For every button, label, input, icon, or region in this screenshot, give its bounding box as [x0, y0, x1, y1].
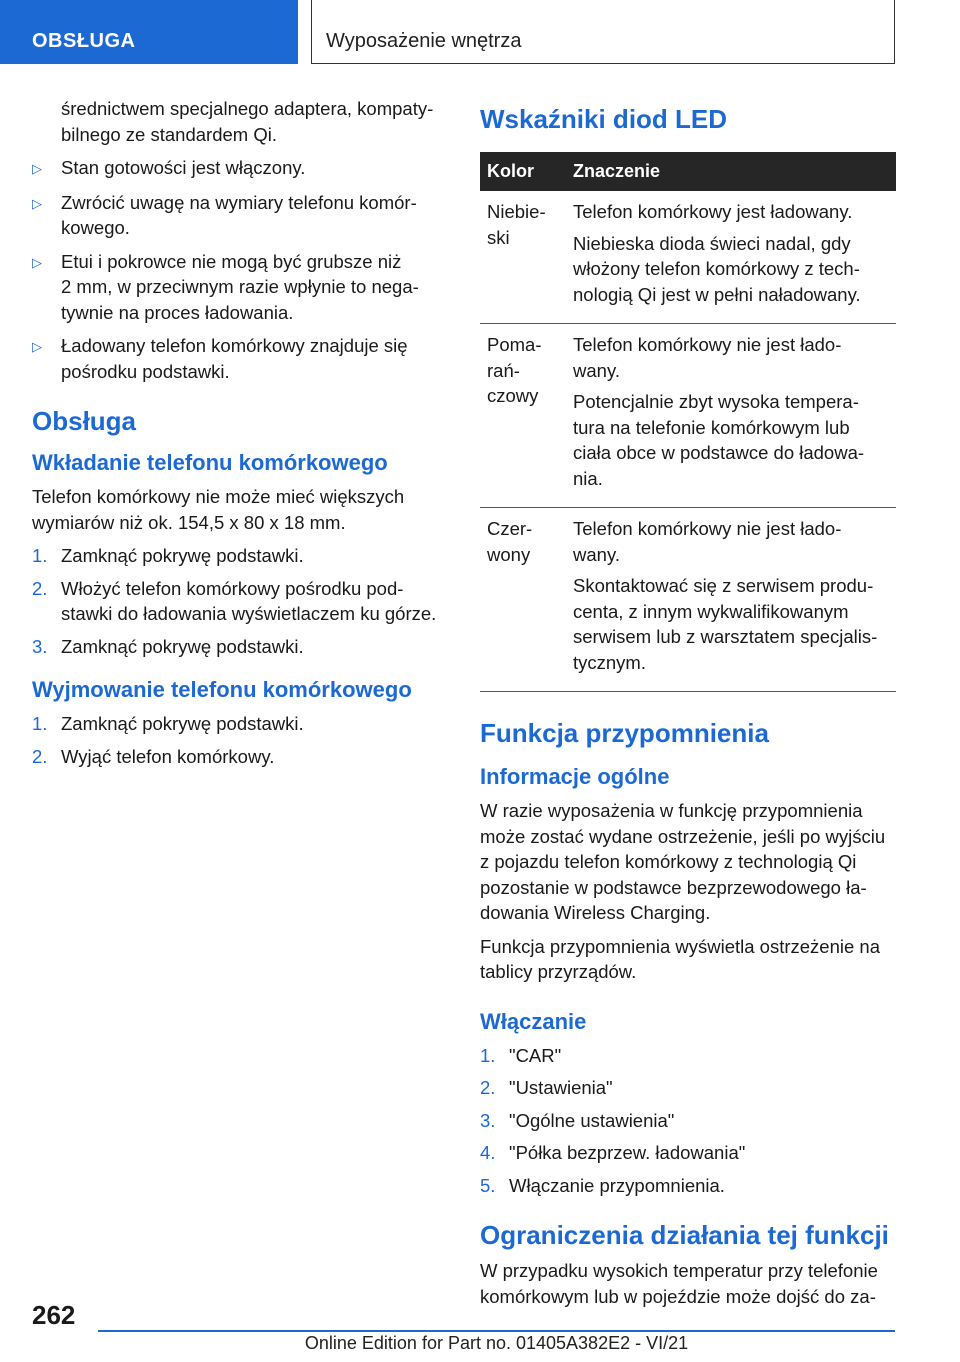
- column-header-kolor: Kolor: [480, 152, 566, 191]
- heading-led: Wskaźniki diod LED: [480, 104, 728, 134]
- led-table: [480, 152, 896, 692]
- text-line: Zwrócić uwagę na wymiary telefonu komór-: [61, 191, 417, 213]
- text-line: Wyjąć telefon komórkowy.: [61, 745, 275, 767]
- text-line: wymiarów niż ok. 154,5 x 80 x 18 mm.: [32, 511, 346, 533]
- cell-meaning: Telefon komórkowy nie jest łado- wany. Skontaktować się z serwisem produ- centa, z innym wykwalifikowanym serwisem lub z warsztatem specjalis- tycznym.: [566, 508, 896, 692]
- page-number: 262: [32, 1300, 76, 1330]
- step-number: 4.: [480, 1142, 496, 1163]
- triangle-right-outline-icon: ▷: [32, 161, 42, 176]
- text-line: tywnie na proces ładowania.: [61, 301, 294, 323]
- step-number: 1.: [32, 545, 48, 566]
- section-tab: OBSŁUGA: [0, 0, 298, 64]
- text-line: Włożyć telefon komórkowy pośrodku pod-: [61, 577, 404, 599]
- heading-wlaczanie: Włączanie: [480, 1008, 587, 1034]
- step-item: 5. Włączanie przypomnienia.: [480, 1173, 896, 1199]
- step-number: 1.: [480, 1044, 496, 1066]
- cell-meaning: Telefon komórkowy nie jest łado- wany. Potencjalnie zbyt wysoka tempera- tura na telefonie komórkowym lub ciała obce w podstawce do ładowa- nia.: [566, 324, 896, 508]
- step-number: 5.: [480, 1174, 496, 1196]
- list-item: [32, 190, 448, 241]
- step-item: 4. "Półka bezprzew. ładowania": [480, 1140, 896, 1166]
- step-number: 3.: [480, 1109, 496, 1131]
- step-number: 2.: [32, 577, 48, 599]
- triangle-right-outline-icon: ▷: [32, 339, 42, 354]
- bullet-spacer: [32, 96, 61, 147]
- text-line: średnictwem specjalnego adaptera, kompaty-: [61, 98, 434, 119]
- text-line: kowego.: [61, 217, 130, 238]
- cell-color: Poma- rań- czowy: [480, 324, 566, 508]
- text-line: bilnego ze standardem Qi.: [61, 123, 277, 145]
- list-item: [32, 155, 448, 182]
- text-line: Etui i pokrowce nie mogą być grubsze niż: [61, 250, 402, 272]
- text-line: Zamknąć pokrywę podstawki.: [61, 545, 304, 566]
- text-line: stawki do ładowania wyświetlaczem ku górze.: [61, 603, 437, 624]
- heading-informacje: Informacje ogólne: [480, 764, 670, 789]
- step-number: 2.: [32, 745, 48, 767]
- step-number: 2.: [480, 1077, 496, 1098]
- step-item: [32, 634, 448, 660]
- text-line: Zamknąć pokrywę podstawki.: [61, 713, 304, 734]
- step-item: [32, 744, 448, 770]
- text-line: Ładowany telefon komórkowy znajduje się: [61, 335, 408, 356]
- footer-divider: [98, 1330, 895, 1332]
- info-paragraph-1: W razie wyposażenia w funkcję przypomnienia może zostać wydane ostrzeżenie, jeśli po wyjściu z pojazdu telefon komórkowy z technologią Qi pozostanie w podstawce bezprzewodowego ła- dowania Wireless Charging.: [480, 800, 886, 923]
- ograniczenia-paragraph: W przypadku wysokich temperatur przy telefonie komórkowym lub w pojeździe może dojść do za-: [480, 1260, 878, 1307]
- intro-paragraph: [32, 96, 448, 147]
- triangle-right-outline-icon: ▷: [32, 195, 42, 211]
- heading-obsluga: Obsługa: [32, 406, 137, 436]
- heading-wkladanie: Wkładanie telefonu komórkowego: [32, 450, 388, 475]
- table-row: [480, 191, 896, 324]
- info-paragraph-2: Funkcja przypomnienia wyświetla ostrzeżenie na tablicy przyrządów.: [480, 935, 880, 982]
- chapter-title: Wyposażenie wnętrza: [311, 0, 895, 64]
- heading-ograniczenia: Ograniczenia działania tej funkcji: [480, 1220, 889, 1250]
- heading-wyjmowanie: Wyjmowanie telefonu komórkowego: [32, 677, 412, 702]
- list-item: [32, 249, 448, 326]
- step-item: [32, 543, 448, 569]
- table-row: [480, 508, 896, 692]
- triangle-right-outline-icon: ▷: [32, 254, 42, 270]
- step-number: 3.: [32, 635, 48, 657]
- cell-meaning: Telefon komórkowy jest ładowany. Niebieska dioda świeci nadal, gdy włożony telefon komórkowy z tech- nologią Qi jest w pełni naładowany.: [566, 191, 896, 324]
- wkladanie-paragraph: [32, 484, 448, 535]
- step-number: 1.: [32, 713, 48, 734]
- step-item: [32, 711, 448, 737]
- cell-color: Czer- wony: [480, 508, 566, 692]
- text-line: Telefon komórkowy nie może mieć większych: [32, 486, 405, 507]
- text-line: Zamknąć pokrywę podstawki.: [61, 635, 304, 657]
- left-column: [32, 96, 448, 776]
- step-item: 2. "Ustawienia": [480, 1075, 896, 1101]
- column-header-znaczenie: Znaczenie: [566, 152, 896, 191]
- step-item: 1. "CAR": [480, 1043, 896, 1069]
- heading-funkcja: Funkcja przypomnienia: [480, 718, 769, 748]
- table-row: [480, 324, 896, 508]
- text-line: 2 mm, w przeciwnym razie wpłynie to nega-: [61, 276, 419, 297]
- text-line: Stan gotowości jest włączony.: [61, 157, 306, 178]
- cell-color: Niebie- ski: [480, 191, 566, 324]
- step-item: 3. "Ogólne ustawienia": [480, 1108, 896, 1134]
- step-item: [32, 576, 448, 627]
- table-header-row: [480, 152, 896, 191]
- list-item: [32, 333, 448, 384]
- right-column: [480, 96, 896, 1317]
- footer-edition: Online Edition for Part no. 01405A382E2 - VI/21: [304, 1333, 689, 1353]
- text-line: pośrodku podstawki.: [61, 360, 230, 382]
